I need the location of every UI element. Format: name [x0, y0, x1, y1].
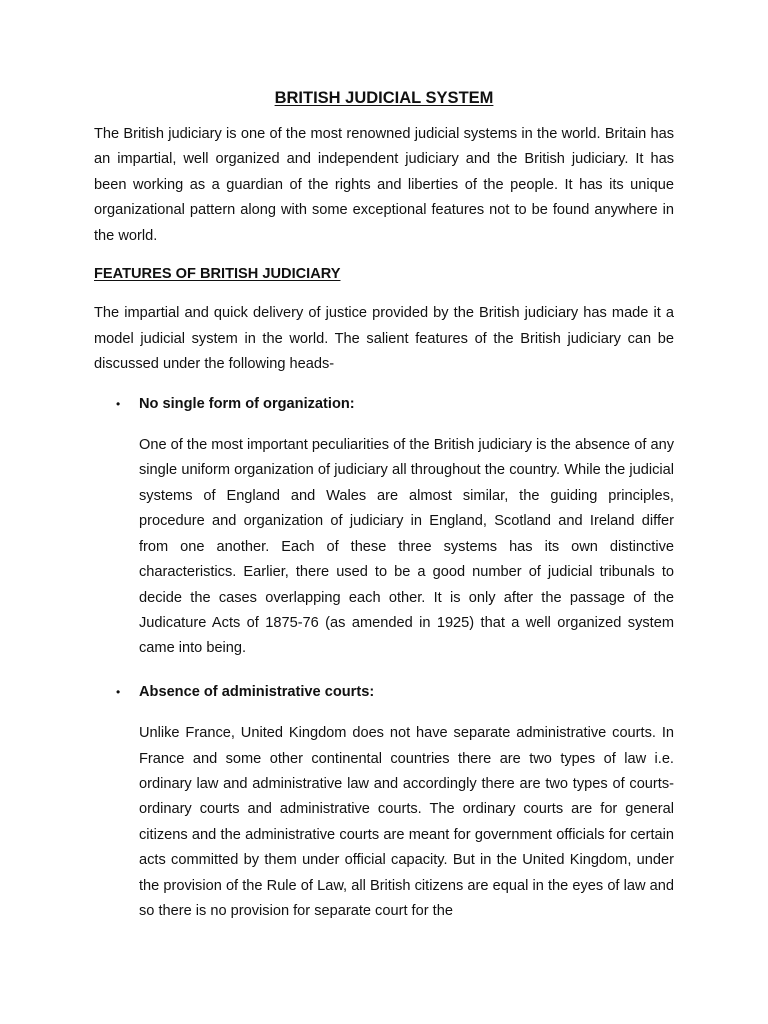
- section-heading-text: Absence of administrative courts:: [139, 683, 375, 700]
- section-heading-text: No single form of organization:: [139, 395, 355, 412]
- bullet-icon: •: [116, 396, 121, 411]
- bullet-icon: •: [116, 684, 121, 699]
- section-body: Unlike France, United Kingdom does not have separate administrative courts. In France and some other continental countries there are two types of law i.e. ordinary law and administrative law and accordingly there are two types of courts- ordinary courts and administrative courts. The ordinary courts are for general citizens and the administrative courts are meant for government officials for certain acts committed by them under official capacity. But in the United Kingdom, under the provision of the Rule of Law, all British citizens are equal in the eyes of law and so there is no provision for separate court for the: [139, 725, 674, 919]
- section-no-single-form: [94, 392, 674, 662]
- section-heading: [94, 392, 674, 417]
- document-title: BRITISH JUDICIAL SYSTEM: [274, 89, 494, 107]
- features-heading: FEATURES OF BRITISH JUDICIARY: [94, 266, 341, 283]
- section-heading: [94, 680, 674, 705]
- section-body: One of the most important peculiarities of the British judiciary is the absence of any single uniform organization of judiciary all throughout the country. While the judicial systems of England and Wales are almost similar, the guiding principles, procedure and organization of judiciary in England, Scotland and Ireland differ from one another. Each of these three systems has its own distinctive characteristics. Earlier, there used to be a good number of judicial tribunals to decide the cases overlapping each other. It is only after the passage of the Judicature Acts of 1875-76 (as amended in 1925) that a well organized system came into being.: [139, 437, 674, 657]
- section-absence-admin-courts: [94, 680, 674, 925]
- features-intro-paragraph: The impartial and quick delivery of justice provided by the British judiciary has made it a model judicial system in the world. The salient features of the British judiciary can be discussed under the following heads-: [94, 305, 674, 373]
- intro-paragraph: The British judiciary is one of the most renowned judicial systems in the world. Britain has an impartial, well organized and independent judiciary and the British judiciary. It has been working as a guardian of the rights and liberties of the people. It has its unique organizational pattern along with some exceptional features not to be found anywhere in the world.: [94, 126, 674, 244]
